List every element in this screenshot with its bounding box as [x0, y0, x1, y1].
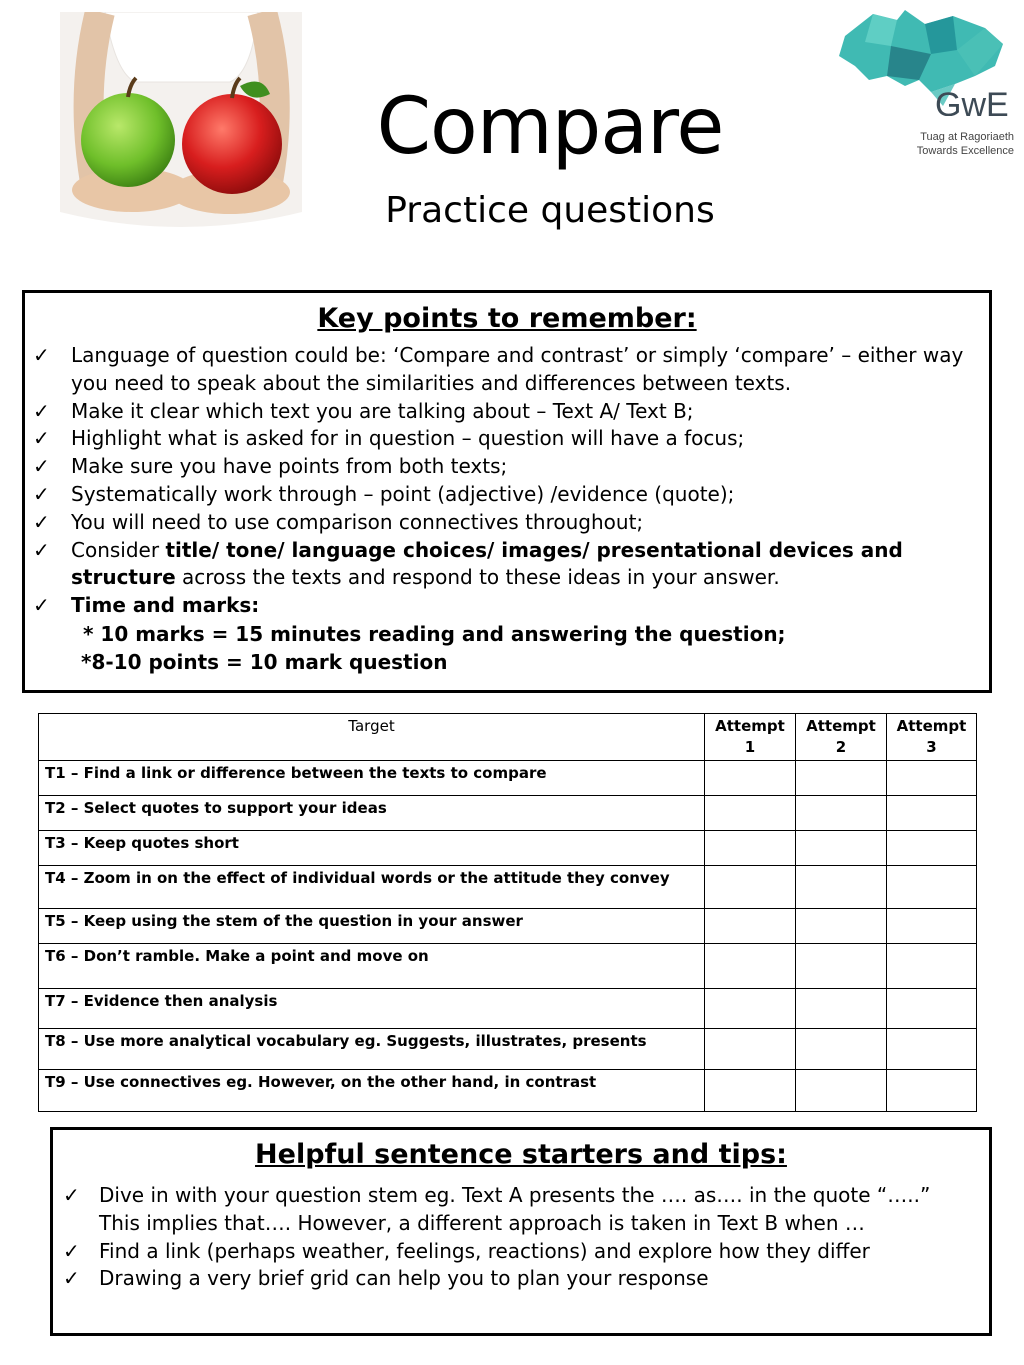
marks-line-1: * 10 marks = 15 minutes reading and answering the question; [83, 621, 786, 646]
marks-line-2: *8-10 points = 10 mark question [81, 649, 448, 674]
logo-text: GwE [935, 86, 1009, 116]
attempt-cell[interactable] [796, 944, 887, 989]
attempt-cell[interactable] [705, 944, 796, 989]
tips-box [50, 1127, 992, 1336]
attempt-cell[interactable] [705, 761, 796, 796]
gwe-logo [835, 6, 1020, 116]
table-header-row [39, 714, 977, 761]
checkmark-icon: ✓ [33, 593, 50, 618]
header-attempt-1: Attempt 1 [705, 714, 796, 761]
attempt-cell[interactable] [887, 909, 977, 944]
table-row [39, 761, 977, 796]
checkmark-icon: ✓ [33, 481, 50, 506]
target-cell: T7 – Evidence then analysis [39, 989, 705, 1029]
list-item: ✓ Systematically work through – point (adjective) /evidence (quote); [35, 481, 981, 509]
target-cell: T8 – Use more analytical vocabulary eg. Suggests, illustrates, presents [39, 1029, 705, 1070]
header-attempt-3: Attempt 3 [887, 714, 977, 761]
attempt-cell[interactable] [705, 831, 796, 866]
attempt-cell[interactable] [705, 1070, 796, 1112]
page-title: Compare [376, 82, 724, 172]
checkmark-icon: ✓ [33, 509, 50, 534]
tips-heading: Helpful sentence starters and tips: [255, 1139, 787, 1170]
table-row [39, 989, 977, 1029]
key-points-list [35, 342, 981, 620]
attempt-cell[interactable] [705, 989, 796, 1029]
table-row [39, 909, 977, 944]
attempt-cell[interactable] [705, 866, 796, 909]
attempt-cell[interactable] [887, 866, 977, 909]
attempt-cell[interactable] [796, 909, 887, 944]
table-row [39, 796, 977, 831]
list-item: ✓ Highlight what is asked for in question – question will have a focus; [35, 425, 981, 453]
table-row [39, 944, 977, 989]
list-item: ✓ Language of question could be: ‘Compare and contrast’ or simply ‘compare’ – either way you need to speak about the similarities and differences between texts. [33, 343, 964, 395]
target-cell: T5 – Keep using the stem of the question in your answer [39, 909, 705, 944]
tips-list [63, 1182, 969, 1293]
page-subtitle: Practice questions [385, 190, 715, 231]
attempt-cell[interactable] [796, 1070, 887, 1112]
tagline-welsh: Tuag at Ragoriaeth [920, 131, 1014, 143]
apples-photo [40, 12, 322, 230]
list-item-time: ✓ Time and marks: [35, 592, 981, 620]
target-cell: T9 – Use connectives eg. However, on the other hand, in contrast [39, 1070, 705, 1112]
attempt-cell[interactable] [705, 796, 796, 831]
tagline-english: Towards Excellence [916, 145, 1014, 157]
key-points-box [22, 290, 992, 693]
checkmark-icon: ✓ [33, 426, 50, 451]
checkmark-icon: ✓ [33, 454, 50, 479]
attempt-cell[interactable] [887, 831, 977, 866]
table-row [39, 1029, 977, 1070]
list-item: ✓ Make sure you have points from both texts; [35, 453, 981, 481]
table-row [39, 866, 977, 909]
checkmark-icon: ✓ [63, 1183, 80, 1207]
target-cell: T3 – Keep quotes short [39, 831, 705, 866]
checkmark-icon: ✓ [63, 1238, 80, 1263]
key-points-heading: Key points to remember: [317, 303, 697, 334]
attempt-cell[interactable] [887, 761, 977, 796]
target-cell: T1 – Find a link or difference between the texts to compare [39, 761, 705, 796]
attempt-cell[interactable] [796, 1029, 887, 1070]
checkmark-icon: ✓ [33, 398, 50, 423]
list-item: ✓ Find a link (perhaps weather, feelings, reactions) and explore how they differ [63, 1238, 969, 1266]
list-item: ✓ Drawing a very brief grid can help you to plan your response [63, 1265, 969, 1293]
header-target: Target [39, 714, 705, 761]
attempt-cell[interactable] [796, 831, 887, 866]
attempt-cell[interactable] [887, 1029, 977, 1070]
logo-tagline [880, 130, 1014, 158]
attempt-cell[interactable] [796, 796, 887, 831]
list-item: ✓ You will need to use comparison connectives throughout; [35, 509, 981, 537]
table-row [39, 1070, 977, 1112]
checkmark-icon: ✓ [33, 537, 50, 562]
checkmark-icon: ✓ [63, 1266, 80, 1291]
list-item-consider: ✓ Consider title/ tone/ language choices/ images/ presentational devices and structure across the texts and respond to these ideas in your answer. [33, 537, 903, 590]
attempt-cell[interactable] [796, 761, 887, 796]
attempt-cell[interactable] [796, 989, 887, 1029]
attempt-cell[interactable] [887, 796, 977, 831]
attempt-cell[interactable] [705, 1029, 796, 1070]
attempt-cell[interactable] [705, 909, 796, 944]
list-item: ✓ Dive in with your question stem eg. Text A presents the …. as…. in the quote “…..” This implies that…. However, a different approach is taken in Text B when … [63, 1183, 931, 1235]
attempt-cell[interactable] [796, 866, 887, 909]
header-attempt-2: Attempt 2 [796, 714, 887, 761]
attempt-cell[interactable] [887, 944, 977, 989]
checkmark-icon: ✓ [33, 343, 50, 367]
attempt-cell[interactable] [887, 1070, 977, 1112]
target-cell: T4 – Zoom in on the effect of individual words or the attitude they convey [39, 866, 705, 909]
target-cell: T2 – Select quotes to support your ideas [39, 796, 705, 831]
table-row [39, 831, 977, 866]
targets-table [38, 713, 977, 1112]
target-cell: T6 – Don’t ramble. Make a point and move on [39, 944, 705, 989]
list-item: ✓ Make it clear which text you are talking about – Text A/ Text B; [35, 398, 981, 426]
attempt-cell[interactable] [887, 989, 977, 1029]
